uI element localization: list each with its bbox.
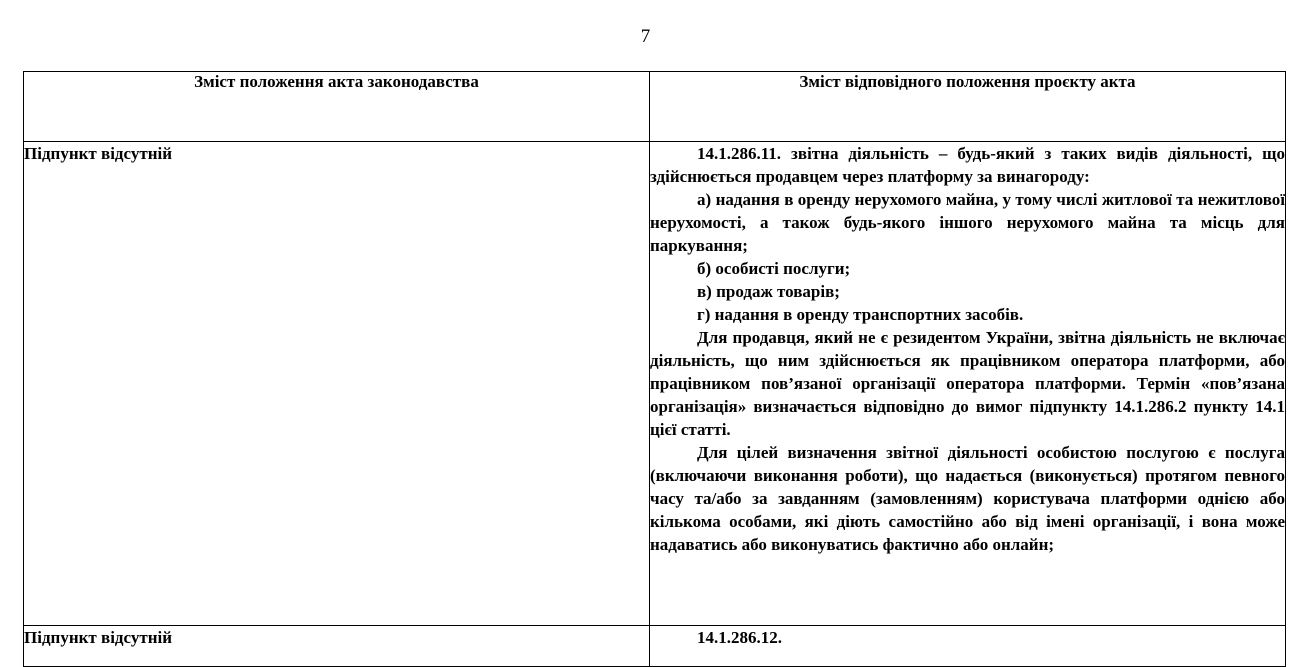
paragraph-item-a: а) надання в оренду нерухомого майна, у тому числі житлової та нежитлової нерухомості, а також будь-якого іншого нерухомого майна та місць для паркування; [650,190,1285,255]
current-law-cell: Підпункт відсутній [24,626,650,667]
paragraph-next-subpoint: 14.1.286.12. [697,628,782,647]
header-current-law: Зміст положення акта законодавства [24,72,650,142]
paragraph-item-b: б) особисті послуги; [697,259,851,278]
paragraph-item-g: г) надання в оренду транспортних засобів. [697,305,1024,324]
page-number: 7 [640,26,651,47]
table-row [24,142,1286,626]
paragraph-item-v: в) продаж товарів; [697,282,840,301]
paragraph-personal-service: Для цілей визначення звітної діяльності особистою послугою є послуга (включаючи виконання роботи), що надається (виконується) протягом певного часу та/або за завданням (замовленням) користувача платформи однією або кількома особами, які діють самостійно або від імені організації, і вона може надаватись або виконуватись фактично або онлайн; [650,443,1285,554]
current-law-cell: Підпункт відсутній [24,142,650,626]
paragraph-reporting-activity: 14.1.286.11. звітна діяльність – будь-який з таких видів діяльності, що здійснюється продавцем через платформу за винагороду: [650,144,1285,186]
comparison-table [23,71,1286,667]
table-header-row [24,72,1286,142]
paragraph-non-resident: Для продавця, який не є резидентом України, звітна діяльність не включає діяльність, що ним здійснюється як працівником оператора платформи, або працівником пов’язаної організації оператора платформи. Термін «пов’язана організація» визначається відповідно до вимог підпункту 14.1.286.2 пункту 14.1 цієї статті. [650,328,1285,439]
draft-act-cell [650,142,1286,626]
header-draft-act: Зміст відповідного положення проєкту акта [650,72,1286,142]
